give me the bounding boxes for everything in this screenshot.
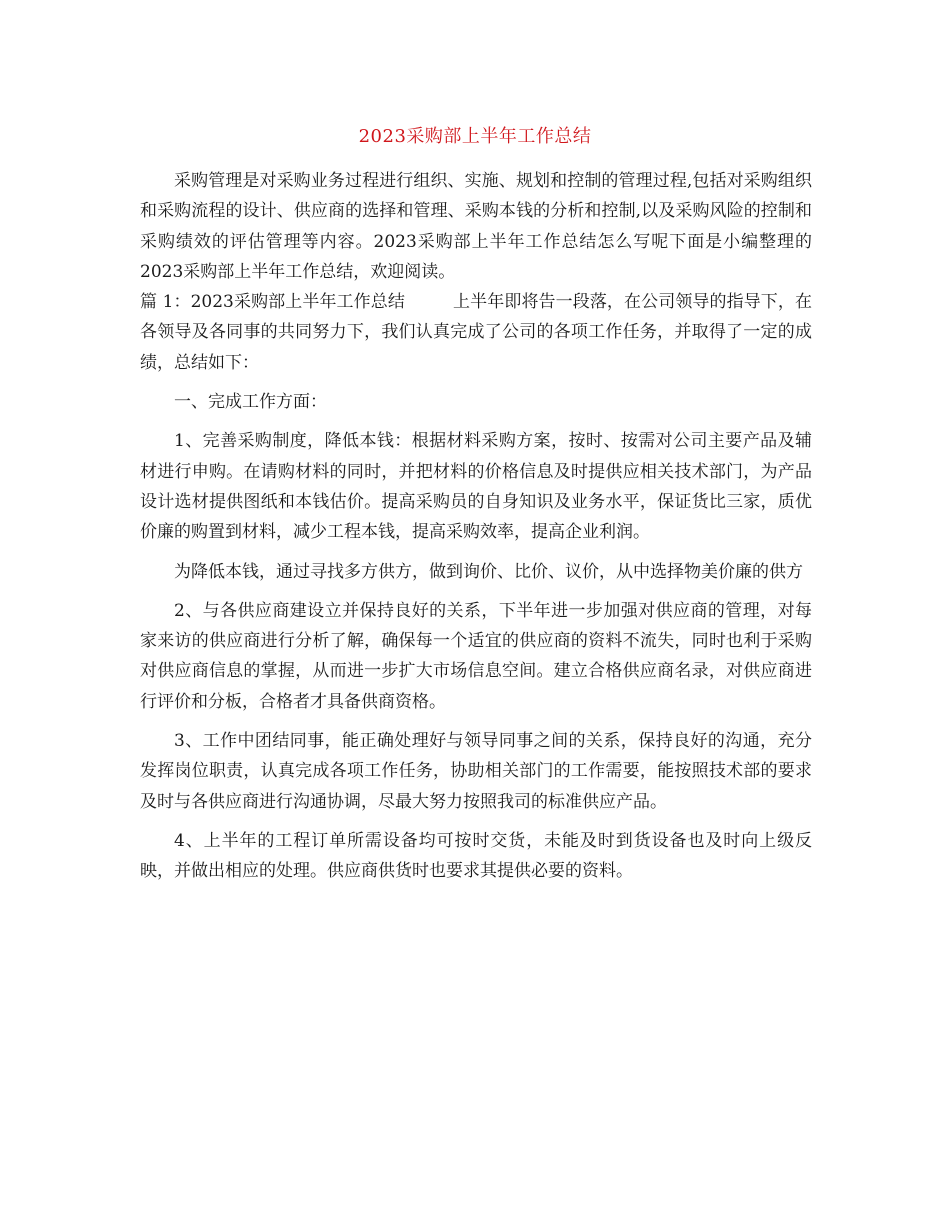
section-heading: 篇 1：2023采购部上半年工作总结 bbox=[140, 292, 405, 313]
cost-paragraph: 为降低本钱，通过寻找多方供方，做到询价、比价、议价，从中选择物美价廉的供方 bbox=[174, 561, 803, 582]
item-2-paragraph: 2、与各供应商建设立并保持良好的关系，下半年进一步加强对供应商的管理，对每家来访的供应商进行分析了解，确保每一个适宜的供应商的资料不流失，同时也利于采购对供应商信息的掌握，从而进一步扩大市场信息空间。建立合格供应商名录，对供应商进行评价和分板，合格者才具备供商资格。 bbox=[140, 600, 812, 712]
section-text: 上半年即将告一段落，在公司领导的指导下，在各领导及各同事的共同努力下，我们认真完成了公司的各项工作任务，并取得了一定的成绩，总结如下： bbox=[140, 292, 813, 373]
intro-paragraph: 采购管理是对采购业务过程进行组织、实施、规划和控制的管理过程,包括对采购组织和采购流程的设计、供应商的选择和管理、采购本钱的分析和控制,以及采购风险的控制和采购绩效的评估管理等内容。2023采购部上半年工作总结怎么写呢下面是小编整理的2023采购部上半年工作总结，欢迎阅读。 bbox=[140, 171, 812, 282]
document-title: 2023采购部上半年工作总结 bbox=[358, 126, 592, 147]
subheading-paragraph: 一、完成工作方面： bbox=[174, 392, 327, 413]
section-paragraph bbox=[140, 287, 812, 378]
item-3-paragraph: 3、工作中团结同事，能正确处理好与领导同事之间的关系，保持良好的沟通，充分发挥岗位职责，认真完成各项工作任务，协助相关部门的工作需要，能按照技术部的要求及时与各供应商进行沟通协调，尽最大努力按照我司的标准供应产品。 bbox=[140, 731, 812, 812]
document-body bbox=[140, 166, 812, 887]
item-1-paragraph: 1、完善采购制度，降低本钱：根据材料采购方案，按时、按需对公司主要产品及辅材进行申购。在请购材料的同时，并把材料的价格信息及时提供应相关技术部门，为产品设计选材提供图纸和本钱估价。提高采购员的自身知识及业务水平，保证货比三家，质优价廉的购置到材料，减少工程本钱，提高采购效率，提高企业利润。 bbox=[140, 431, 812, 543]
item-4-paragraph: 4、上半年的工程订单所需设备均可按时交货，未能及时到货设备也及时向上级反映，并做出相应的处理。供应商供货时也要求其提供必要的资料。 bbox=[140, 830, 812, 882]
